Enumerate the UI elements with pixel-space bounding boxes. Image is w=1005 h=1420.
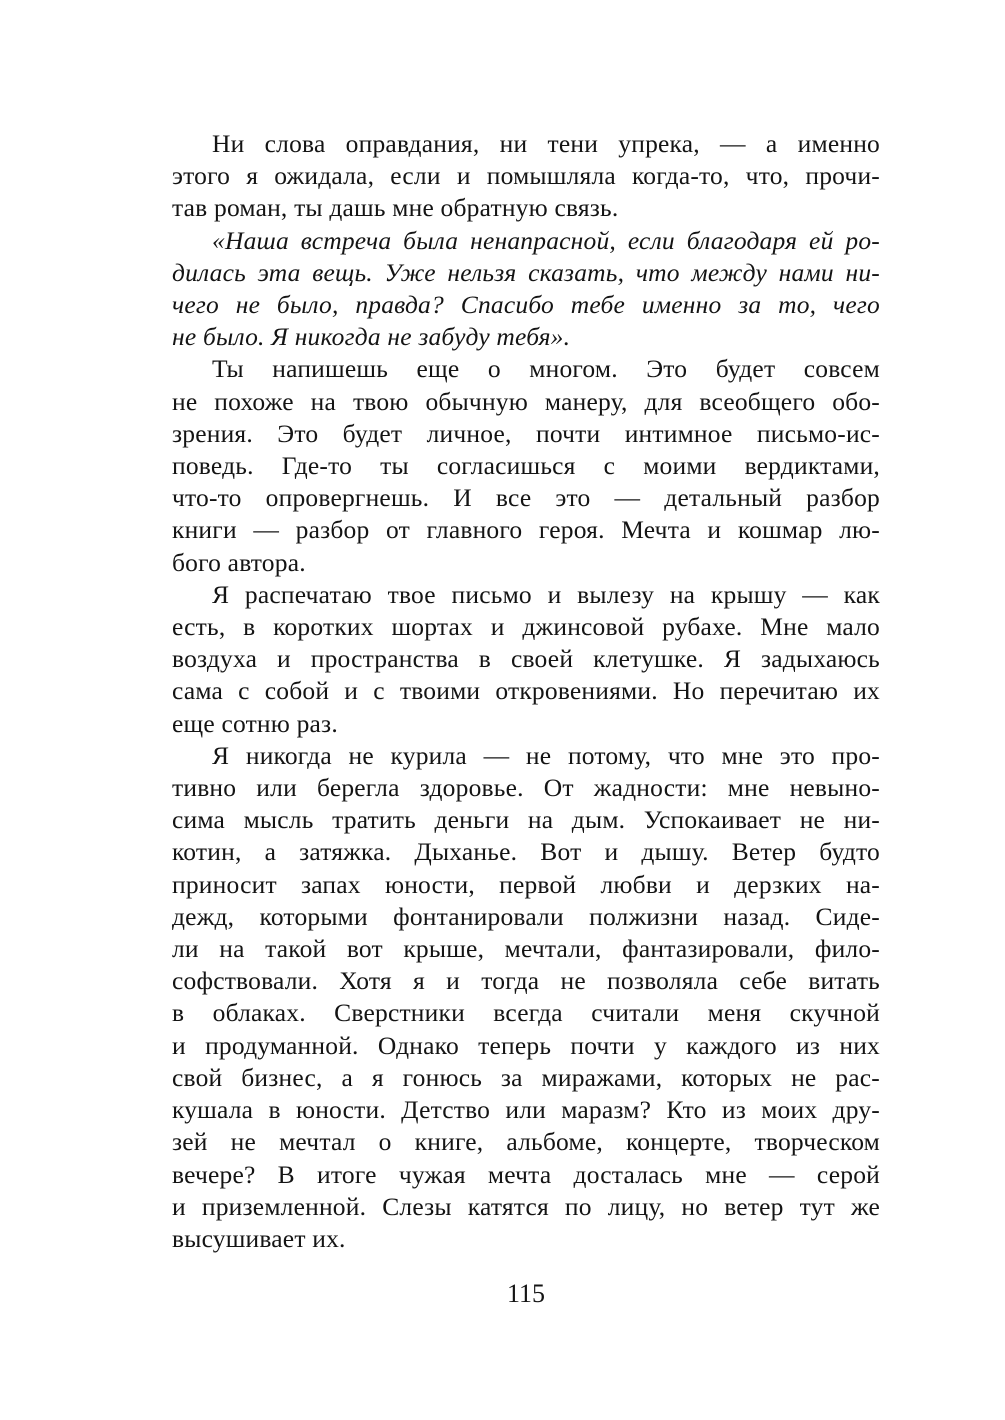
text-line: софствовали. Хотя я и тогда не позволяла себе витать: [172, 966, 880, 996]
paragraph: [172, 225, 880, 354]
text-line: высушивает их.: [172, 1223, 346, 1253]
text-line: «Наша встреча была ненапрасной, если благодаря ей ро-: [212, 225, 880, 255]
text-line: не было. Я никогда не забуду тебя».: [172, 322, 571, 352]
text-line: вечере? В итоге чужая мечта досталась мне — серой: [172, 1159, 880, 1189]
text-line: дилась эта вещь. Уже нельзя сказать, что между нами ни-: [172, 257, 880, 287]
text-line: дежд, которыми фонтанировали полжизни назад. Сиде-: [172, 901, 880, 931]
text-line: и продуманной. Однако теперь почти у каждого из них: [172, 1030, 880, 1060]
text-line: кушала в юности. Детство или маразм? Кто из моих дру-: [172, 1095, 880, 1125]
text-line: сима мысль тратить деньги на дым. Успокаивает не ни-: [172, 805, 880, 835]
page-number: 115: [506, 1279, 546, 1308]
text-line: не похоже на твою обычную манеру, для всеобщего обо-: [172, 386, 880, 416]
text-line: зрения. Это будет личное, почти интимное письмо-ис-: [172, 418, 880, 448]
text-line: Я распечатаю твое письмо и вылезу на крышу — как: [212, 579, 880, 609]
text-line: поведь. Где-то ты согласишься с моими вердиктами,: [172, 451, 880, 481]
paragraph: [172, 128, 880, 225]
text-line: ли на такой вот крыше, мечтали, фантазировали, фило-: [172, 934, 880, 964]
text-line: чего не было, правда? Спасибо тебе именно за то, чего: [172, 290, 880, 320]
page-text-block: [172, 128, 880, 1255]
paragraph: [172, 740, 880, 1255]
text-line: Ни слова оправдания, ни тени упрека, — а именно: [212, 129, 880, 158]
paragraph: [172, 353, 880, 578]
text-line: бого автора.: [172, 547, 306, 577]
text-line: Я никогда не курила — не потому, что мне это про-: [212, 740, 880, 770]
text-line: книги — разбор от главного героя. Мечта и кошмар лю-: [172, 515, 880, 545]
text-line: зей не мечтал о книге, альбоме, концерте, творческом: [172, 1127, 880, 1157]
text-line: этого я ожидала, если и помышляла когда-то, что, прочи-: [172, 161, 880, 191]
text-line: сама с собой и с твоими откровениями. Но перечитаю их: [172, 676, 880, 706]
text-line: есть, в коротких шортах и джинсовой рубахе. Мне мало: [172, 612, 880, 642]
text-line: в облаках. Сверстники всегда считали меня скучной: [172, 998, 880, 1028]
text-line: тивно или берегла здоровье. От жадности: мне невыно-: [172, 773, 880, 803]
text-line: тав роман, ты дашь мне обратную связь.: [172, 193, 619, 223]
paragraph: [172, 579, 880, 740]
text-line: воздуха и пространства в своей клетушке. Я задыхаюсь: [172, 644, 880, 674]
text-line: Ты напишешь еще о многом. Это будет совсем: [212, 354, 880, 384]
text-line: что-то опровергнешь. И все это — детальный разбор: [172, 483, 880, 513]
text-line: приносит запах юности, первой любви и дерзких на-: [172, 869, 880, 899]
text-line: котин, а затяжка. Дыханье. Вот и дышу. Ветер будто: [172, 837, 880, 867]
text-line: еще сотню раз.: [172, 708, 338, 738]
text-line: и приземленной. Слезы катятся по лицу, но ветер тут же: [172, 1191, 880, 1221]
text-line: свой бизнес, а я гонюсь за миражами, которых не рас-: [172, 1062, 880, 1092]
